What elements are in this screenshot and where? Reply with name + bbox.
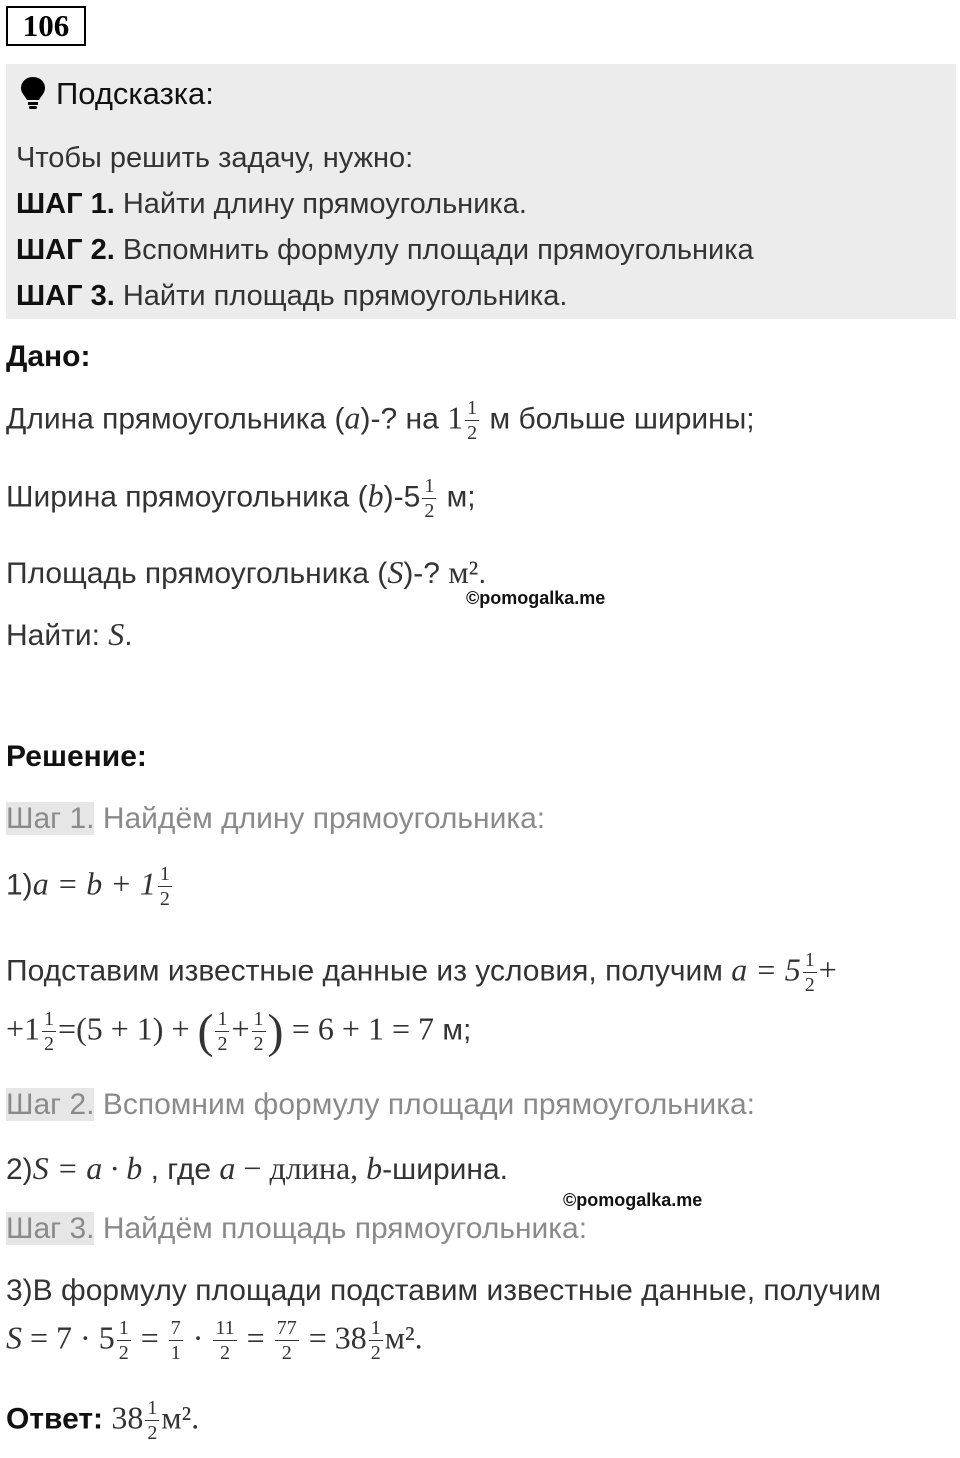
var-a: a (344, 399, 361, 436)
step-3-line (6, 1212, 587, 1246)
text: 2) (6, 1153, 33, 1186)
fraction: $\frac{7}{1}$ (170, 1317, 181, 1364)
formula: = (132, 1319, 167, 1356)
lightbulb-icon (20, 76, 46, 110)
hint-title (20, 76, 214, 112)
step-1-line (6, 802, 545, 836)
text: . (124, 619, 133, 652)
formula: S = a · b (32, 1150, 143, 1186)
text: 1) (6, 868, 33, 902)
plus: + (818, 951, 837, 988)
unit: м². (161, 1399, 200, 1436)
text: . (478, 557, 487, 590)
fraction: $\frac{1}{2}$ (370, 1317, 381, 1364)
var-S: S (6, 1319, 22, 1356)
step-text: Найдём длину прямоугольника: (102, 802, 546, 835)
hint-step-text: Найти длину прямоугольника. (122, 188, 527, 220)
answer-line (6, 1398, 199, 1443)
formula: = (238, 1319, 273, 1356)
given-heading: Дано: (6, 340, 91, 373)
watermark: ©pomogalka.me (466, 588, 606, 608)
fraction: $\frac{1}{2}$ (217, 1008, 228, 1055)
text: м; (446, 480, 476, 514)
fraction: $\frac{1}{2}$ (424, 475, 435, 522)
fraction: $\frac{1}{2}$ (467, 397, 478, 444)
text: Подставим известные данные из условия, получим (6, 954, 732, 988)
text: м больше ширины; (489, 402, 755, 436)
text: − длина, (235, 1150, 367, 1186)
hint-step-2 (16, 234, 754, 267)
formula: = 7 · 5 (22, 1319, 115, 1356)
find-line (6, 616, 133, 653)
answer-value: 38 (111, 1399, 144, 1436)
fraction: $\frac{1}{2}$ (147, 1397, 158, 1444)
unit: м; (434, 1013, 472, 1047)
equation-3-text: 3)В формулу площади подставим известные данные, получим (6, 1274, 882, 1307)
fraction: $\frac{1}{2}$ (253, 1008, 264, 1055)
equation-2 (6, 1150, 508, 1187)
formula: a = 5 (731, 951, 801, 988)
whole: 1 (447, 399, 464, 436)
hint-step-1 (16, 188, 527, 221)
hint-box (6, 64, 956, 319)
fraction: $\frac{1}{2}$ (44, 1008, 55, 1055)
formula: =(5 + 1) + (58, 1010, 198, 1047)
hint-step-text: Вспомнить формулу площади прямоугольника (122, 234, 754, 266)
var-S: S (387, 554, 404, 590)
text: Найти: (6, 619, 100, 652)
text: Площадь прямоугольника ( (6, 557, 388, 590)
formula: a = b + 1 (32, 865, 156, 902)
fraction: $\frac{1}{2}$ (159, 863, 170, 910)
given-width-line (6, 476, 476, 521)
plus: + (231, 1010, 250, 1047)
step-text: Найдём площадь прямоугольника: (102, 1212, 588, 1245)
text: Длина прямоугольника ( (6, 402, 345, 436)
step-text: Вспомним формулу площади прямоугольника: (102, 1088, 755, 1121)
text: )-? (403, 557, 440, 590)
hint-step-3 (16, 280, 567, 313)
fraction: $\frac{1}{2}$ (804, 949, 815, 996)
var-S: S (108, 616, 125, 652)
step-label: Шаг 1. (6, 802, 95, 835)
text: , где (142, 1153, 220, 1186)
substitution-continued: +1 $\frac{1}{2}$ =(5 + 1) + ( $\frac{1}{2}$ + $\frac{1}{2}$ ) = 6 + 1 = 7 м; (6, 1005, 472, 1058)
text: -ширина. (382, 1153, 509, 1186)
unit: м². (384, 1319, 423, 1356)
var-b: b (366, 1150, 383, 1186)
text: )-5 (383, 480, 421, 514)
equation-3 (6, 1318, 423, 1363)
fraction: $\frac{1}{2}$ (118, 1317, 129, 1364)
var-a: a (219, 1150, 236, 1186)
step-label: Шаг 3. (6, 1212, 95, 1245)
fraction: $\frac{77}{2}$ (276, 1317, 297, 1364)
step-2-line (6, 1088, 755, 1122)
problem-number: 106 (6, 6, 86, 46)
hint-step-text: Найти площадь прямоугольника. (122, 280, 568, 312)
given-area-line (6, 554, 487, 591)
hint-step-label: ШАГ 3. (16, 280, 115, 312)
watermark: ©pomogalka.me (563, 1190, 703, 1210)
fraction: $\frac{11}{2}$ (215, 1317, 235, 1364)
unit: м² (448, 554, 479, 590)
given-length-line (6, 398, 755, 443)
solution-heading: Решение: (6, 740, 147, 773)
answer-label: Ответ: (6, 1402, 104, 1436)
equation-1 (6, 864, 174, 909)
formula: = 38 (300, 1319, 367, 1356)
hint-step-label: ШАГ 2. (16, 234, 115, 266)
text: )-? на (360, 402, 448, 436)
hint-intro: Чтобы решить задачу, нужно: (16, 142, 414, 174)
text: +1 (6, 1010, 41, 1047)
var-b: b (367, 477, 384, 514)
hint-title-text: Подсказка: (56, 76, 214, 111)
text: Ширина прямоугольника ( (6, 480, 368, 514)
hint-step-label: ШАГ 1. (16, 188, 115, 220)
substitution-line (6, 950, 837, 995)
formula: · (184, 1319, 212, 1356)
step-label: Шаг 2. (6, 1088, 95, 1121)
formula: = 6 + 1 = 7 (291, 1010, 434, 1047)
